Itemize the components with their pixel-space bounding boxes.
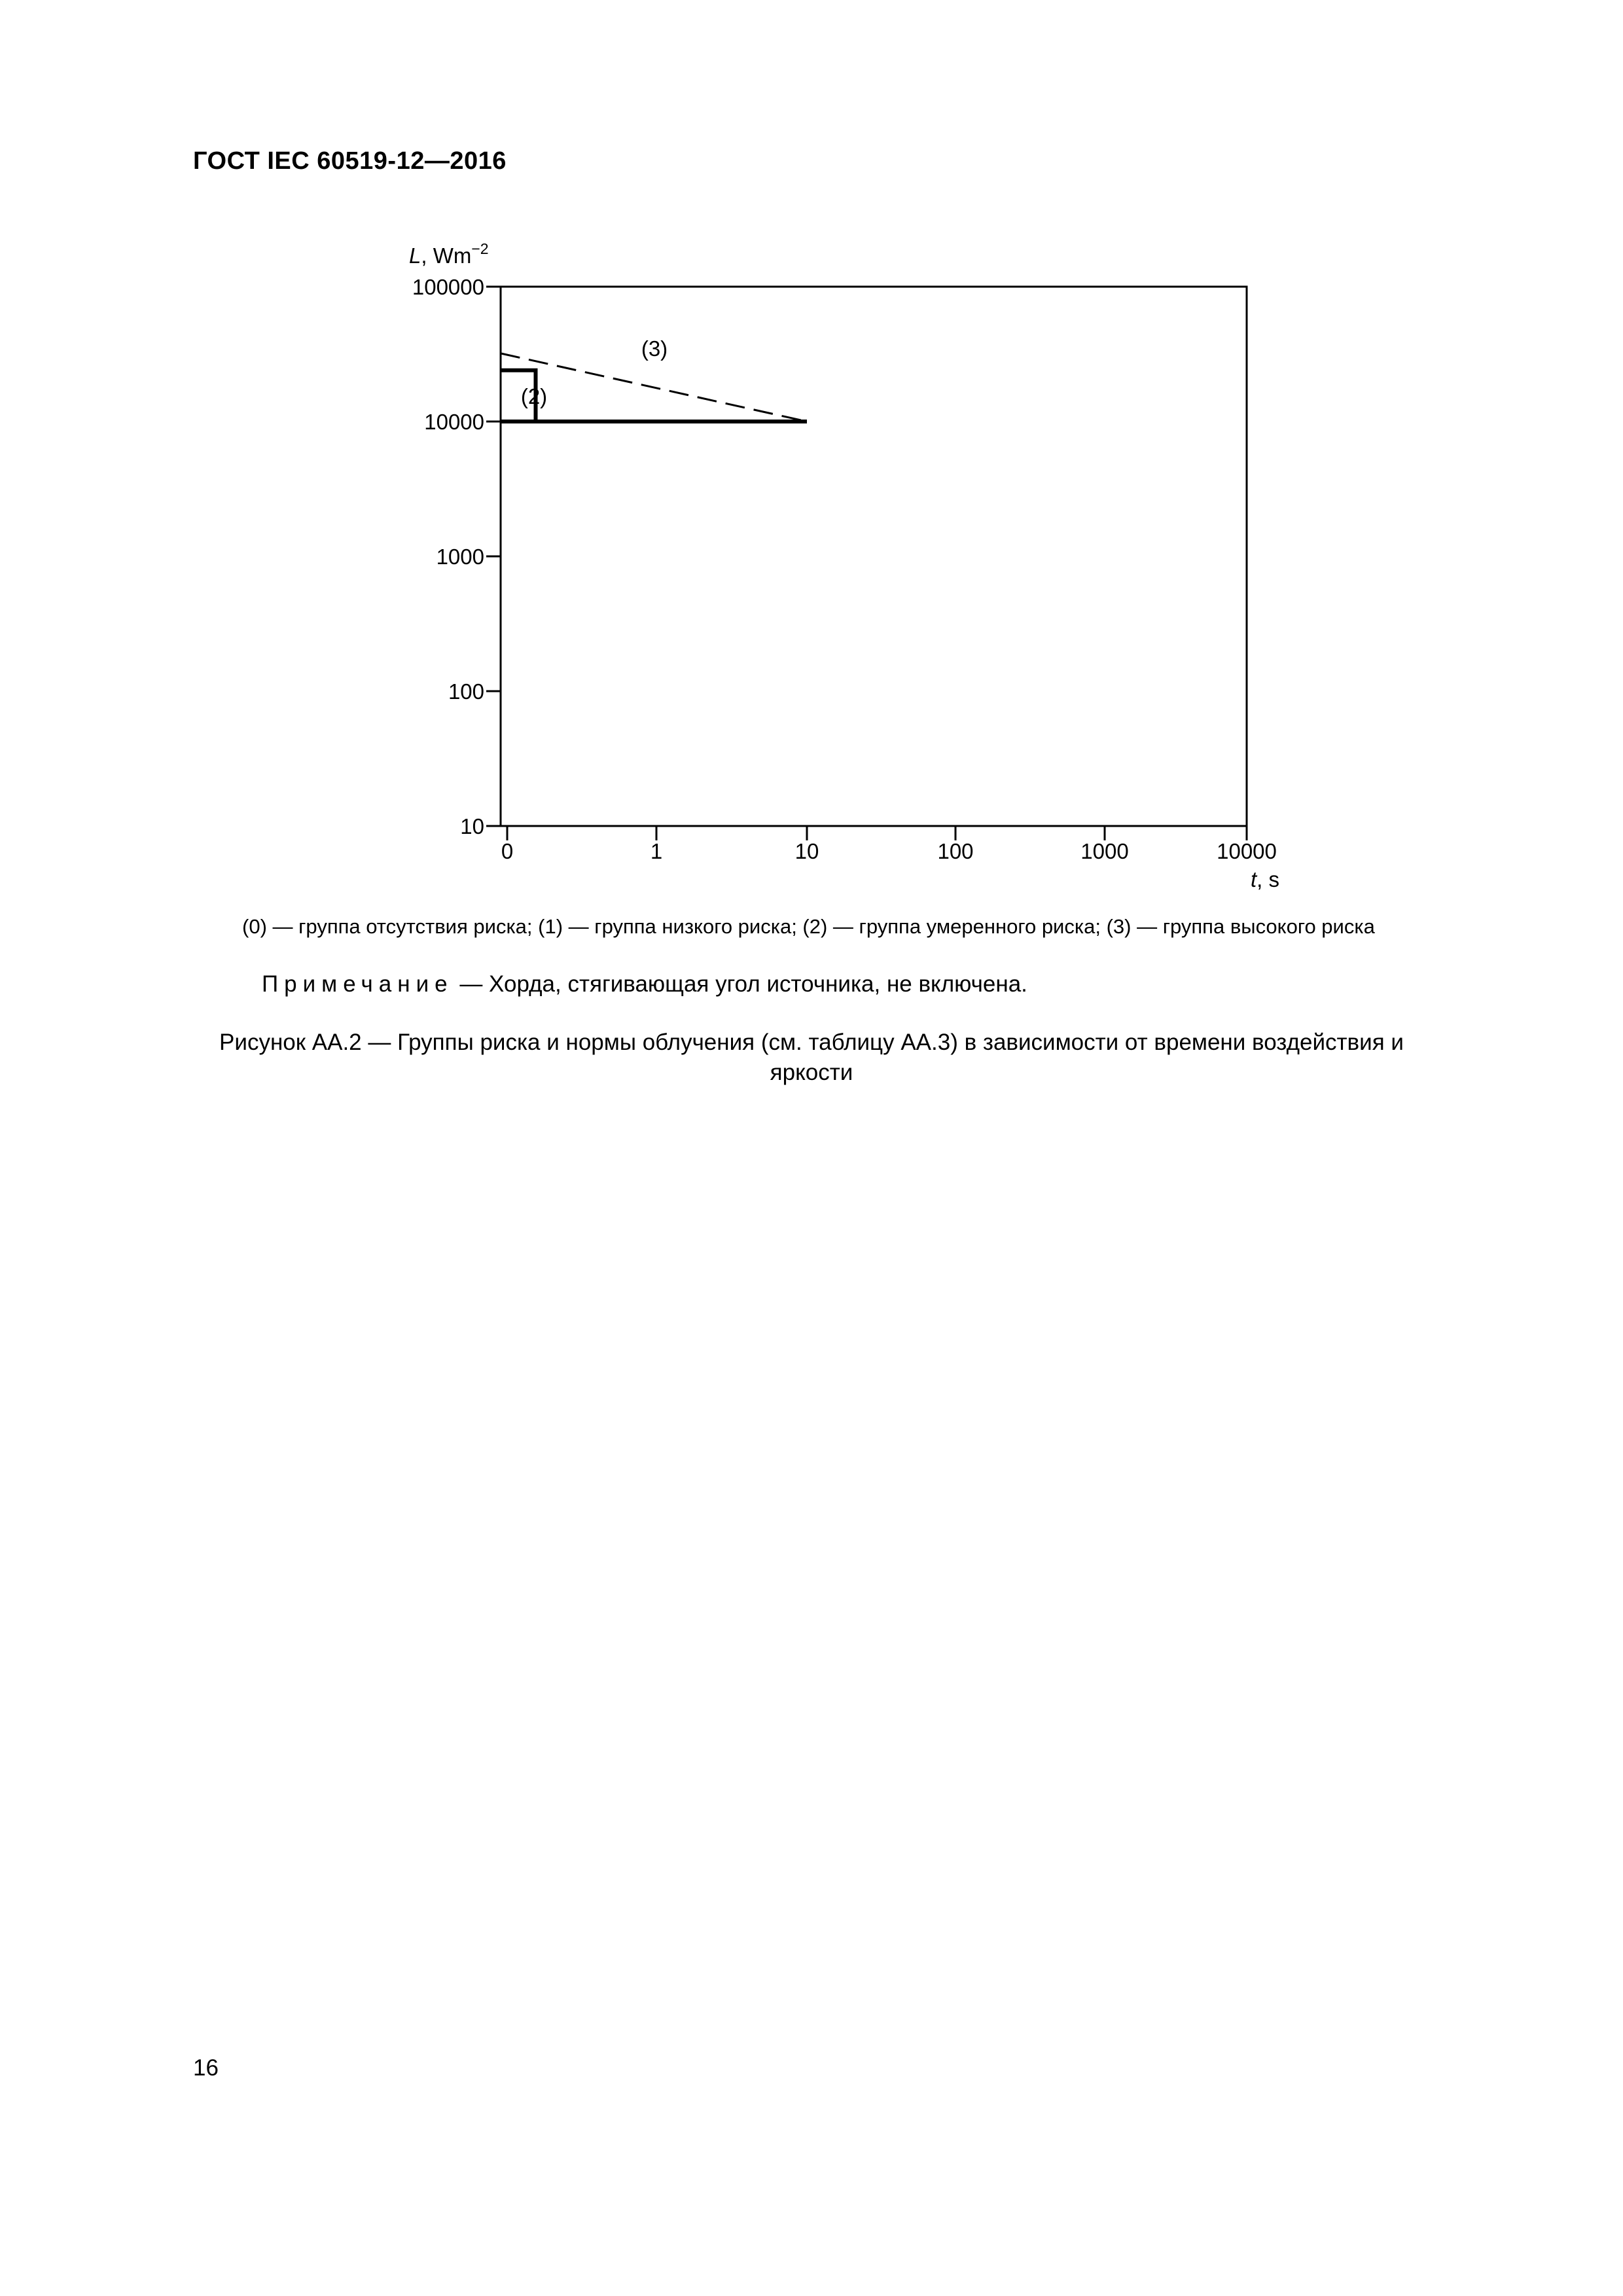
x-tick-label: 0 bbox=[501, 839, 514, 863]
x-tick-label: 10000 bbox=[1217, 839, 1277, 863]
page-number: 16 bbox=[193, 2055, 219, 2081]
annotation-label: (3) bbox=[641, 336, 668, 361]
document-header-title: ГОСТ IEC 60519-12—2016 bbox=[193, 147, 507, 175]
chart-svg bbox=[0, 0, 1623, 929]
y-tick-label: 100 bbox=[448, 679, 484, 704]
y-tick-label: 1000 bbox=[436, 545, 484, 569]
x-tick-label: 1 bbox=[650, 839, 663, 863]
y-axis-label: L, $Wm^{-2}$ bbox=[409, 240, 489, 268]
risk-group-chart bbox=[0, 0, 1623, 929]
x-tick-label: 10 bbox=[794, 839, 819, 863]
annotation-label: (2) bbox=[520, 384, 548, 408]
note-text: — Хорда, стягивающая угол источника, не включена. bbox=[453, 971, 1027, 997]
x-axis-label: t, s bbox=[1250, 867, 1279, 891]
x-tick-label: 1000 bbox=[1080, 839, 1129, 863]
y-tick-label: 10 bbox=[460, 814, 484, 838]
y-tick-label: 100000 bbox=[412, 275, 484, 299]
risk-group-legend: (0) — группа отсутствия риска; (1) — группа низкого риска; (2) — группа умеренного риска; (3) — группа высокого риска bbox=[242, 915, 1375, 938]
x-tick-label: 100 bbox=[937, 839, 974, 863]
plot-frame bbox=[501, 287, 1247, 826]
y-tick-label: 10000 bbox=[424, 410, 484, 434]
note-label: Примечание bbox=[262, 971, 454, 997]
figure-note bbox=[262, 971, 1027, 997]
figure-caption: Рисунок АА.2 — Группы риска и нормы облучения (см. таблицу АА.3) в зависимости от времени воздействия и яркости bbox=[219, 1030, 1404, 1085]
